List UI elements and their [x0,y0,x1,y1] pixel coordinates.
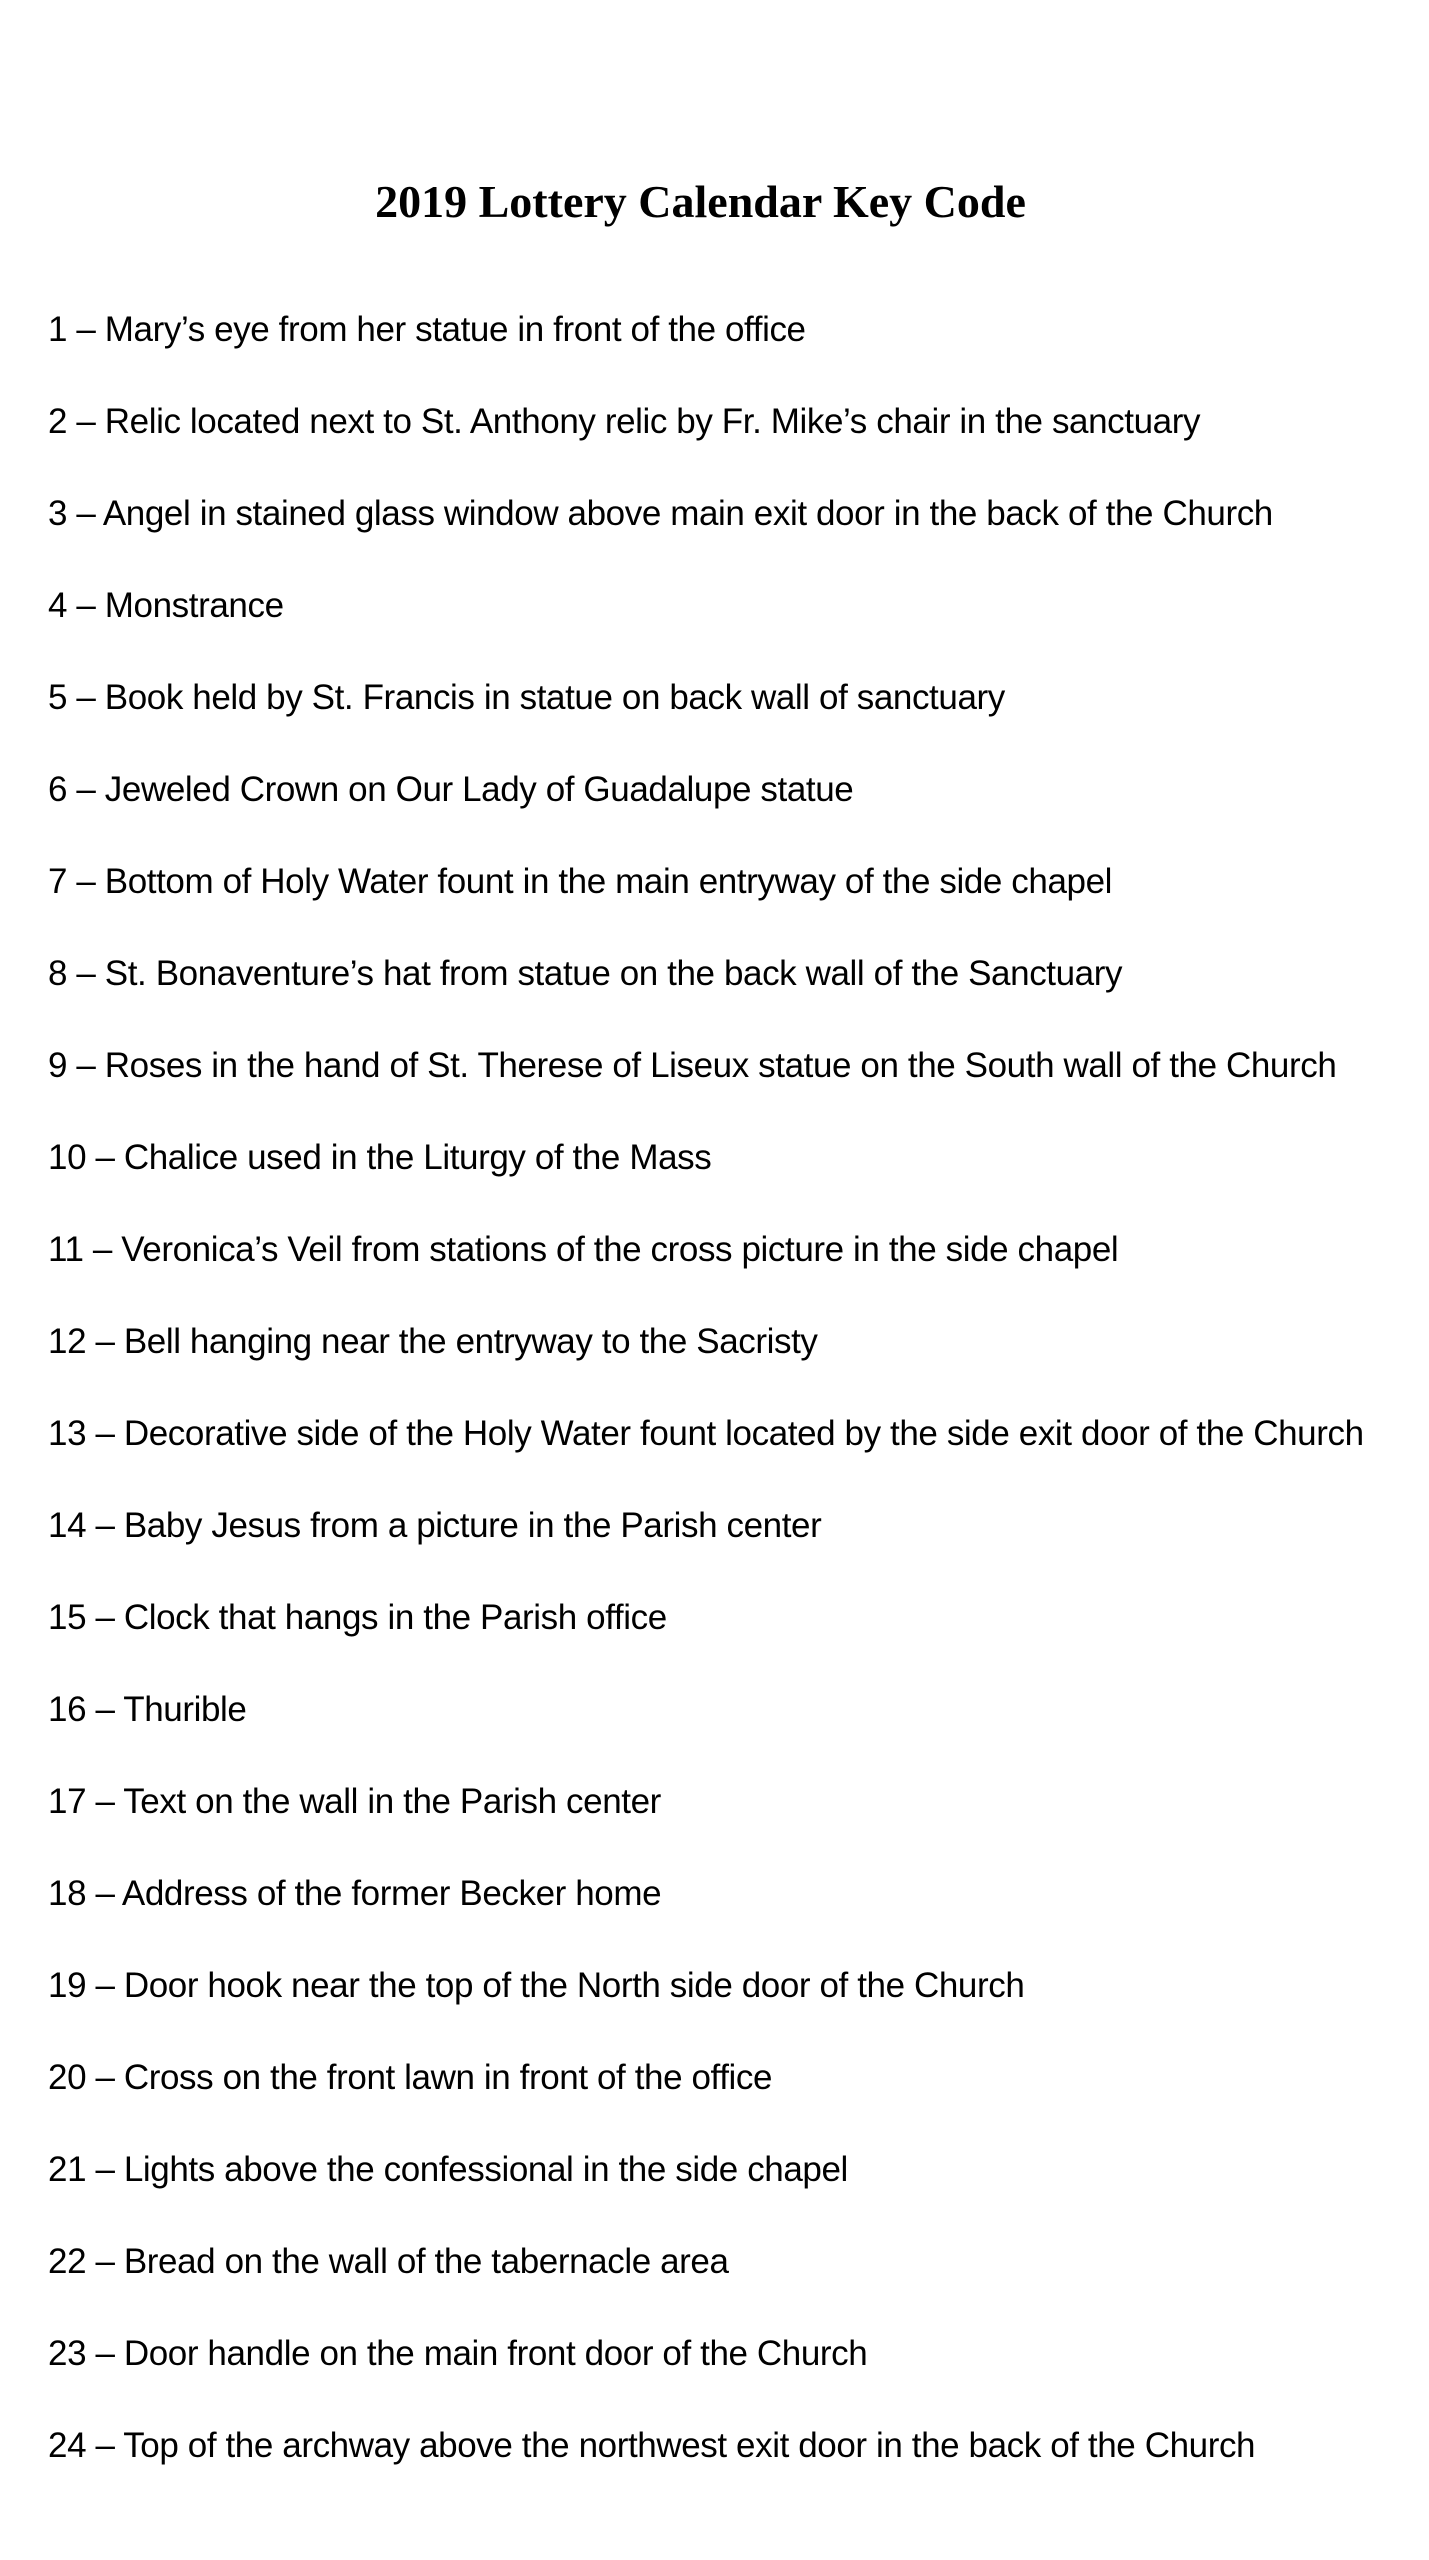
key-item-24: 24 – Top of the archway above the northwest exit door in the back of the Church [48,2426,1256,2465]
key-item-8: 8 – St. Bonaventure’s hat from statue on the back wall of the Sanctuary [48,954,1123,993]
key-item-1: 1 – Mary’s eye from her statue in front of the office [48,310,806,349]
key-item-18: 18 – Address of the former Becker home [48,1874,662,1913]
key-item-14: 14 – Baby Jesus from a picture in the Parish center [48,1506,822,1545]
key-item-10: 10 – Chalice used in the Liturgy of the Mass [48,1138,712,1177]
key-item-17: 17 – Text on the wall in the Parish center [48,1782,661,1821]
key-item-13: 13 – Decorative side of the Holy Water fount located by the side exit door of the Church [48,1414,1364,1453]
key-item-16: 16 – Thurible [48,1690,247,1729]
key-item-5: 5 – Book held by St. Francis in statue on back wall of sanctuary [48,678,1005,717]
document-title: 2019 Lottery Calendar Key Code [375,176,1026,227]
key-item-2: 2 – Relic located next to St. Anthony relic by Fr. Mike’s chair in the sanctuary [48,402,1201,441]
key-item-3: 3 – Angel in stained glass window above main exit door in the back of the Church [48,494,1273,533]
key-item-7: 7 – Bottom of Holy Water fount in the main entryway of the side chapel [48,862,1113,901]
key-code-list [48,300,1418,2508]
key-item-15: 15 – Clock that hangs in the Parish office [48,1598,667,1637]
key-item-23: 23 – Door handle on the main front door of the Church [48,2334,868,2373]
key-item-19: 19 – Door hook near the top of the North side door of the Church [48,1966,1025,2005]
key-item-11: 11 – Veronica’s Veil from stations of the cross picture in the side chapel [48,1230,1119,1269]
key-item-22: 22 – Bread on the wall of the tabernacle area [48,2242,729,2281]
key-item-4: 4 – Monstrance [48,586,284,625]
key-item-20: 20 – Cross on the front lawn in front of the office [48,2058,773,2097]
key-item-6: 6 – Jeweled Crown on Our Lady of Guadalupe statue [48,770,854,809]
key-item-12: 12 – Bell hanging near the entryway to the Sacristy [48,1322,818,1361]
key-item-21: 21 – Lights above the confessional in the side chapel [48,2150,848,2189]
key-item-9: 9 – Roses in the hand of St. Therese of Liseux statue on the South wall of the Church [48,1046,1337,1085]
